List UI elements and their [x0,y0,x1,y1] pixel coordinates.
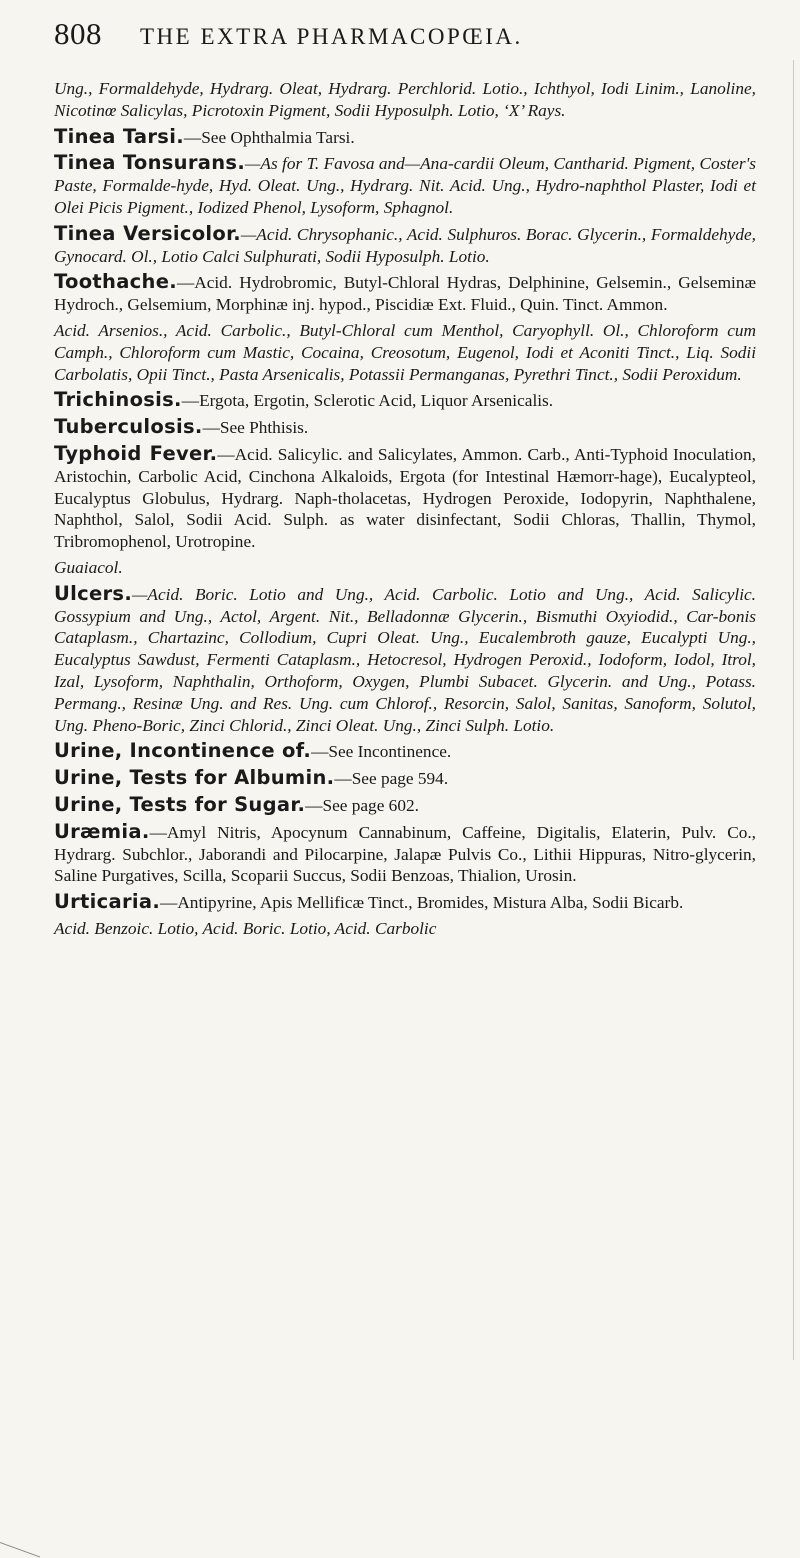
entry-heading: Tinea Tarsi. [54,124,184,148]
entry-subtext: Guaiacol. [54,557,123,577]
entry-toothache [54,271,756,316]
entry-heading: Uræmia. [54,819,150,843]
page-number: 808 [54,16,102,51]
entry-heading: Tuberculosis. [54,415,203,439]
entry-ulcers [54,583,756,737]
entry-urticaria-local [54,918,756,940]
entry-heading: Toothache. [54,270,177,294]
entry-text: —Acid. Salicylic. and Salicylates, Ammon. Carb., Anti-Typhoid Inoculation, Aristochin, Carbolic Acid, Cinchona Alkaloids, Ergota (for Intestinal Hæmorr-hage), Eucalypteol, Eucalyptus Globulus, Hydrarg. Naph-tholacetas, Hydrogen Peroxide, Iodopyrin, Naphthalene, Naphthol, Salol, Sodii Acid. Sulph. as water disinfectant, Sodii Chloras, Thallin, Thymol, Tribromophenol, Urotropine. [54,444,756,552]
entry-trichinosis [54,389,756,412]
entry-text: —See page 602. [305,795,419,815]
entry-heading: Trichinosis. [54,388,182,412]
entry-subtext: Acid. Arsenios., Acid. Carbolic., Butyl-Chloral cum Menthol, Caryophyll. Ol., Chloroform cum Camph., Chloroform cum Mastic, Cocaina, Creosotum, Eugenol, Iodi et Aconiti Tinct., Liq. Sodii Carbolatis, Opii Tinct., Pasta Arsenicalis, Potassii Permanganas, Pyrethri Tinct., Sodii Peroxidum. [54,320,756,384]
entry-heading: Ulcers. [54,581,133,605]
entry-tinea-tonsurans [54,152,756,218]
entry-urine-sugar [54,794,756,817]
entry-text: —Acid. Boric. Lotio and Ung., Acid. Carbolic. Lotio and Ung., Acid. Salicylic. Gossypium and Ung., Actol, Argent. Nit., Belladonnæ Glycerin., Bismuthi Oxyiodid., Car-bonis Cataplasm., Chartazinc, Collodium, Cupri Oleat. Ung., Eucalembroth gauze, Eucalypti Ung., Eucalyptus Sawdust, Fermenti Cataplasm., Hetocresol, Hydrogen Peroxid., Iodoform, Iodol, Itrol, Izal, Lysoform, Naphthalin, Orthoform, Oxygen, Plumbi Subacet. Glycerin. and Ung., Potass. Permang., Resinæ Ung. and Res. Ung. cum Chlorof., Resorcin, Salol, Sanitas, Sanoform, Solutol, Ung. Pheno-Boric, Zinci Chlorid., Zinci Oleat. Ung., Zinci Sulph. Lotio. [54,584,756,735]
page-corner-mark [0,1512,40,1558]
entry-typhoid-local [54,557,756,579]
entry-heading: Tinea Tonsurans. [54,151,246,175]
entry-heading: Typhoid Fever. [54,441,218,465]
entry-heading: Urine, Incontinence of. [54,739,312,763]
entry-uraemia [54,821,756,887]
entry-urine-incontinence [54,740,756,763]
entry-text: —As for T. Favosa and—Ana-cardii Oleum, Cantharid. Pigment, Coster's Paste, Formalde-hyde, Hyd. Oleat. Ung., Hydrarg. Nit. Acid. Ung., Hydro-naphthol Plaster, Iodi et Olei Picis Pigment., Iodized Phenol, Lysoform, Sphagnol. [54,154,757,217]
entry-tinea-versicolor [54,223,756,268]
entry-text: —See Ophthalmia Tarsi. [183,127,355,147]
entry-heading: Tinea Versicolor. [54,221,241,245]
entry-text: —See Phthisis. [202,418,309,438]
entry-heading: Urine, Tests for Albumin. [54,766,335,790]
running-head [54,16,756,66]
entry-urine-albumin [54,767,756,790]
entry-text: Ung., Formaldehyde, Hydrarg. Oleat, Hydrarg. Perchlorid. Lotio., Ichthyol, Iodi Linim., Lanoline, Nicotinœ Salicylas, Picrotoxin Pigment, Sodii Hyposulph. Lotio, ‘X’ Rays. [54,79,756,120]
entry-tinea-tarsi [54,126,756,149]
entry-text: —See Incontinence. [311,742,452,762]
entry-text: —Antipyrine, Apis Mellificæ Tinct., Bromides, Mistura Alba, Sodii Bicarb. [160,893,684,913]
running-title: THE EXTRA PHARMACOPŒIA. [140,24,523,49]
entry-heading: Urine, Tests for Sugar. [54,792,306,816]
entry-urticaria [54,891,756,914]
entry-tuberculosis [54,416,756,439]
entry-typhoid-fever [54,443,756,553]
entry-toothache-local [54,320,756,385]
entry-text: —Amyl Nitris, Apocynum Cannabinum, Caffeine, Digitalis, Elaterin, Pulv. Co., Hydrarg. Subchlor., Jaborandi and Pilocarpine, Jalapæ Pulvis Co., Lithii Hippuras, Nitro-glycerin, Saline Purgatives, Scilla, Scoparii Succus, Sodii Benzoas, Thialion, Urosin. [54,822,756,886]
entry-continuation [54,78,756,122]
entry-subtext: Acid. Benzoic. Lotio, Acid. Boric. Lotio, Acid. Carbolic [54,918,437,938]
entry-heading: Urticaria. [54,890,161,914]
page-edge-shadow [793,60,800,1360]
entry-text: —Ergota, Ergotin, Sclerotic Acid, Liquor Arsenicalis. [181,391,554,411]
entry-text: —Acid. Chrysophanic., Acid. Sulphuros. Borac. Glycerin., Formaldehyde, Gynocard. Ol., Lotio Calci Sulphurati, Sodii Hyposulph. Lotio. [54,224,756,266]
entry-text: —Acid. Hydrobromic, Butyl-Chloral Hydras, Delphinine, Gelsemin., Gelseminæ Hydroch., Gelsemium, Morphinæ inj. hypod., Piscidiæ Ext. Fluid., Quin. Tinct. Ammon. [54,273,756,315]
entry-text: —See page 594. [334,769,449,789]
